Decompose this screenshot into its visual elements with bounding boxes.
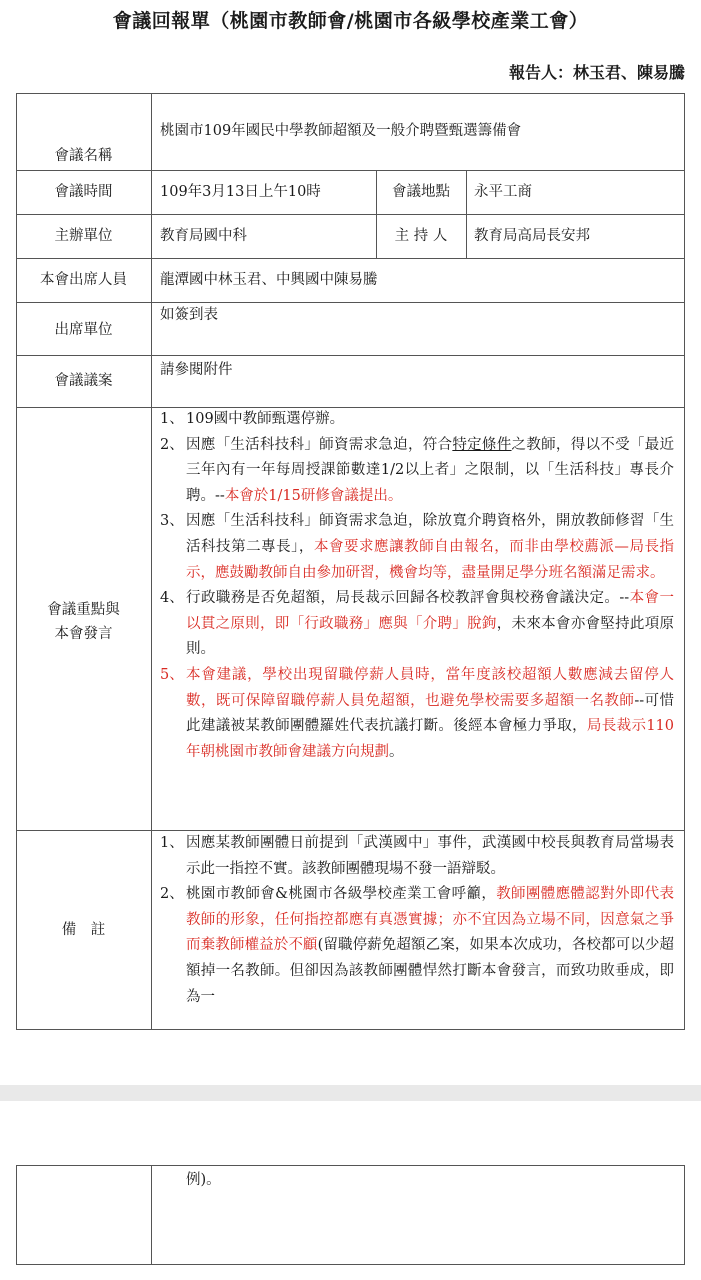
host-value: 教育局高局長安邦 xyxy=(474,228,590,244)
key-points-content xyxy=(160,407,674,765)
item-text: 之教師，得以不受「最近三年內有一年每周授課節數達1/2以上者」之限制，以「生活科技」專長介聘。-- xyxy=(186,436,674,504)
meeting-location-label: 會議地點 xyxy=(392,184,450,200)
list-item xyxy=(160,433,674,510)
list-item xyxy=(160,586,674,663)
key-points-label xyxy=(16,598,151,646)
list-item xyxy=(160,407,674,433)
key-points-label-line1: 會議重點與 xyxy=(47,602,120,618)
highlighted-text: 本會要求應讓教師自由報名，而非由學校薦派—局長指示，應鼓勵教師自由參加研習，機會均等，盡量開足學分班名額滿足需求。 xyxy=(186,538,675,581)
item-text: 因應「生活科技科」師資需求急迫，符合 xyxy=(186,436,453,453)
table-divider xyxy=(16,214,685,215)
highlighted-text: 教師團體應體認對外即代表教師的形象，任何指控都應有真憑實據；亦不宜因為立場不同，因意氣之爭而棄教師權益於不顧 xyxy=(186,886,674,954)
table-divider xyxy=(16,302,685,303)
item-text: (留職停薪免超額乙案，如果本次成功，各校都可以少超額掉一名教師。但卻因為該教師團體悍然打斷本會發言，而致功敗垂成，即為一 xyxy=(186,937,675,1005)
form-title: 會議回報單（桃園市教師會/桃園市各級學校產業工會） xyxy=(112,10,589,32)
meeting-name-value: 桃園市109年國民中學教師超額及一般介聘暨甄選籌備會 xyxy=(160,123,522,139)
meeting-time-label: 會議時間 xyxy=(54,184,113,200)
item-number: 2、 xyxy=(160,436,184,453)
organizer-label: 主辦單位 xyxy=(54,228,113,244)
reporter-line: 報告人：林玉君、陳易騰 xyxy=(508,63,685,82)
page-break xyxy=(0,1085,701,1101)
agenda-label: 會議議案 xyxy=(54,373,113,389)
list-item xyxy=(160,663,674,765)
item-text: 行政職務是否免超額，局長裁示回歸各校教評會與校務會議決定。-- xyxy=(186,590,630,607)
underlined-text: 特定條件 xyxy=(452,436,512,453)
units-value: 如簽到表 xyxy=(160,307,218,323)
highlighted-text: 本會建議，學校出現留職停薪人員時，當年度該校超額人數應減去留停人數，既可保障留職停薪人員免超額，也避免學校需要多超額一名教師 xyxy=(186,666,674,709)
remarks-label: 備 註 xyxy=(61,922,106,938)
table-divider xyxy=(16,170,685,171)
key-points-label-line2: 本會發言 xyxy=(54,626,113,642)
attendees-label: 本會出席人員 xyxy=(40,272,127,288)
highlighted-text: 局長裁示110年朝桃園市教師會建議方向規劃 xyxy=(186,718,674,760)
table-divider xyxy=(16,258,685,259)
agenda-value: 請參閱附件 xyxy=(160,362,233,378)
continuation-text: 例)。 xyxy=(186,1172,221,1188)
table-divider xyxy=(151,1165,152,1265)
organizer-value: 教育局國中科 xyxy=(160,228,247,244)
item-text: 。 xyxy=(389,743,404,760)
item-text: ，未來本會亦會堅持此項原則。 xyxy=(186,615,674,658)
item-number: 4、 xyxy=(160,590,184,607)
table-divider xyxy=(16,355,685,356)
item-text: 桃園市教師會&桃園市各級學校產業工會呼籲， xyxy=(186,886,497,903)
item-text: --可惜此建議被某教師團體羅姓代表抗議打斷。後經本會極力爭取， xyxy=(186,692,674,735)
list-item xyxy=(160,882,674,1010)
item-number: 1、 xyxy=(160,411,184,427)
meeting-name-label: 會議名稱 xyxy=(54,148,113,164)
item-number: 1、 xyxy=(160,835,184,851)
item-number: 3、 xyxy=(160,513,184,530)
meeting-location-value: 永平工商 xyxy=(474,184,532,200)
table-divider xyxy=(151,93,152,1030)
item-number: 5、 xyxy=(160,666,184,683)
remarks-content xyxy=(160,831,674,1010)
item-number: 2、 xyxy=(160,886,184,903)
highlighted-text: 本會一以貫之原則，即「行政職務」應與「介聘」脫鉤 xyxy=(186,590,675,632)
item-text: 因應某教師團體日前提到「武漢國中」事件，武漢國中校長與教育局當場表示此一指控不實。該教師團體現場不發一語辯駁。 xyxy=(186,835,674,877)
units-label: 出席單位 xyxy=(54,322,113,338)
attendees-value: 龍潭國中林玉君、中興國中陳易騰 xyxy=(160,272,378,288)
item-text: 因應「生活科技科」師資需求急迫，除放寬介聘資格外，開放教師修習「生活科技第二專長」， xyxy=(186,513,674,555)
meeting-time-value: 109年3月13日上午10時 xyxy=(160,184,321,200)
host-label: 主 持 人 xyxy=(394,228,448,244)
list-item xyxy=(160,831,674,882)
item-text: 109國中教師甄選停辦。 xyxy=(186,411,345,427)
highlighted-text: 本會於1/15研修會議提出。 xyxy=(224,487,403,504)
list-item xyxy=(160,509,674,586)
